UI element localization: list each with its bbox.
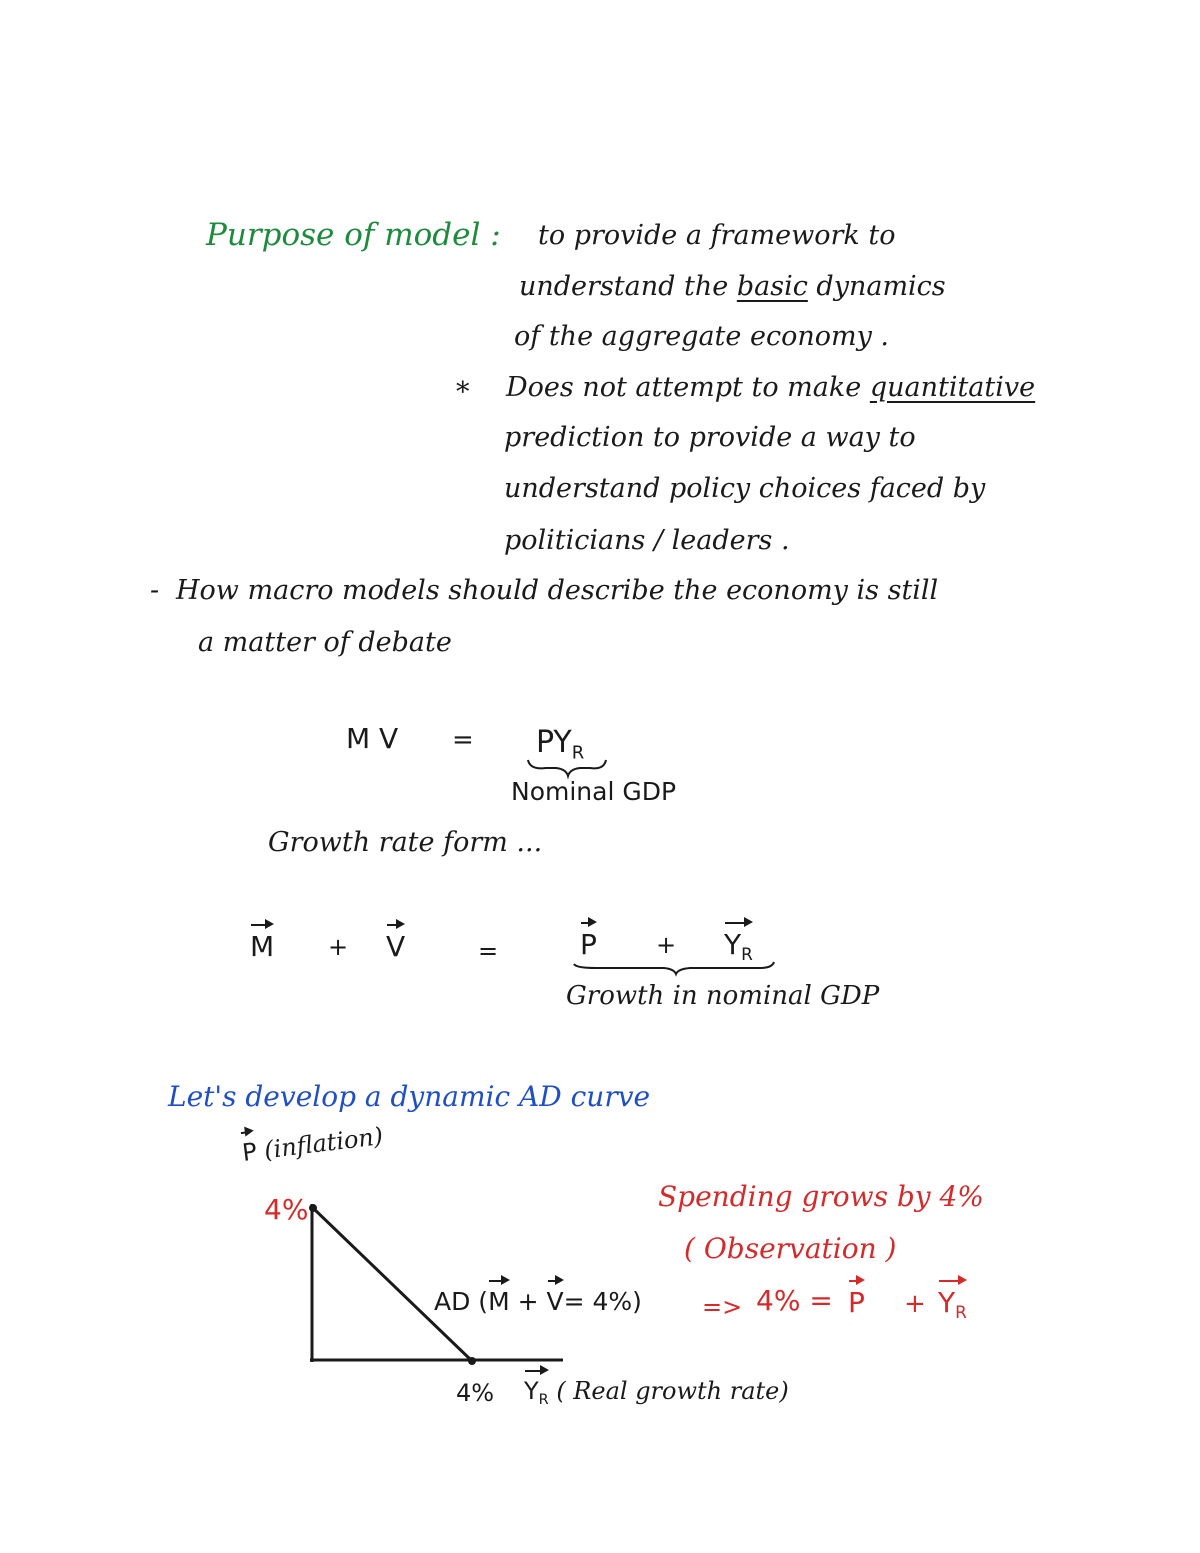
eq1-underbrace xyxy=(528,760,606,776)
purpose-line-2-end: dynamics xyxy=(816,271,946,302)
note-bullet: * xyxy=(456,377,470,408)
x-axis-symbol-main: Y xyxy=(524,1377,539,1405)
eq2-p-vector: P xyxy=(580,918,597,961)
note-line-4: politicians / leaders . xyxy=(504,525,790,556)
eq1-equals: = xyxy=(452,725,474,755)
eq2-v-vector: V xyxy=(386,920,405,963)
curve-label-start: AD ( xyxy=(434,1287,489,1316)
eq1-brace-label: Nominal GDP xyxy=(511,777,677,806)
observation-line-2: ( Observation ) xyxy=(684,1232,897,1265)
y-axis-tick-label: 4% xyxy=(264,1193,309,1226)
eq2-y-sub: R xyxy=(741,943,753,964)
eq2-underbrace xyxy=(574,962,774,974)
curve-label-v: V xyxy=(547,1276,564,1316)
purpose-line-3: of the aggregate economy . xyxy=(514,321,889,352)
observation-p-vector: P xyxy=(848,1276,865,1319)
note-line-3: understand policy choices faced by xyxy=(504,473,986,504)
purpose-heading: Purpose of model : xyxy=(206,217,501,253)
purpose-line-1: to provide a framework to xyxy=(538,220,896,251)
eq1-rhs-sub: R xyxy=(571,742,585,764)
note-quantitative-underlined: quantitative xyxy=(869,372,1036,403)
debate-line-2: a matter of debate xyxy=(198,627,452,658)
debate-line-1: How macro models should describe the economy is still xyxy=(176,575,939,606)
curve-label-plus: + xyxy=(517,1287,539,1316)
eq2-m-vector: M xyxy=(250,920,274,963)
purpose-basic-underlined: basic xyxy=(736,271,808,302)
eq2-plus-2: + xyxy=(656,931,677,959)
x-axis-text: ( Real growth rate) xyxy=(556,1377,789,1405)
note-line-1-start: Does not attempt to make xyxy=(506,372,862,403)
eq2-brace-label: Growth in nominal GDP xyxy=(566,981,880,1011)
observation-plus: + xyxy=(904,1289,926,1319)
observation-line-1: Spending grows by 4% xyxy=(658,1180,984,1213)
x-axis-tick-label: 4% xyxy=(456,1379,495,1407)
y-axis-text: (inflation) xyxy=(262,1121,385,1165)
curve-label-m: M xyxy=(488,1276,510,1316)
ad-title: Let's develop a dynamic AD curve xyxy=(168,1080,651,1113)
ad-curve xyxy=(313,1208,472,1361)
eq2-y-main: Y xyxy=(724,928,742,961)
growth-form-label: Growth rate form ... xyxy=(268,827,543,858)
eq1-rhs-main: PY xyxy=(536,725,572,760)
eq2-equals: = xyxy=(478,937,499,965)
purpose-line-2-start: understand the xyxy=(519,271,729,302)
curve-label-end: = 4%) xyxy=(563,1287,642,1316)
debate-dash: - xyxy=(150,575,160,606)
observation-lhs: 4% = xyxy=(756,1284,833,1317)
observation-implies: => xyxy=(702,1293,743,1321)
observation-y-main: Y xyxy=(938,1286,956,1319)
y-intercept-point xyxy=(309,1204,317,1212)
x-axis-symbol-sub: R xyxy=(538,1392,549,1409)
observation-y-sub: R xyxy=(955,1301,967,1322)
y-axis-symbol: P xyxy=(239,1127,258,1167)
x-intercept-point xyxy=(468,1357,476,1365)
eq2-plus-1: + xyxy=(328,933,349,961)
eq1-lhs: M V xyxy=(346,722,399,755)
note-line-2: prediction to provide a way to xyxy=(504,422,916,453)
